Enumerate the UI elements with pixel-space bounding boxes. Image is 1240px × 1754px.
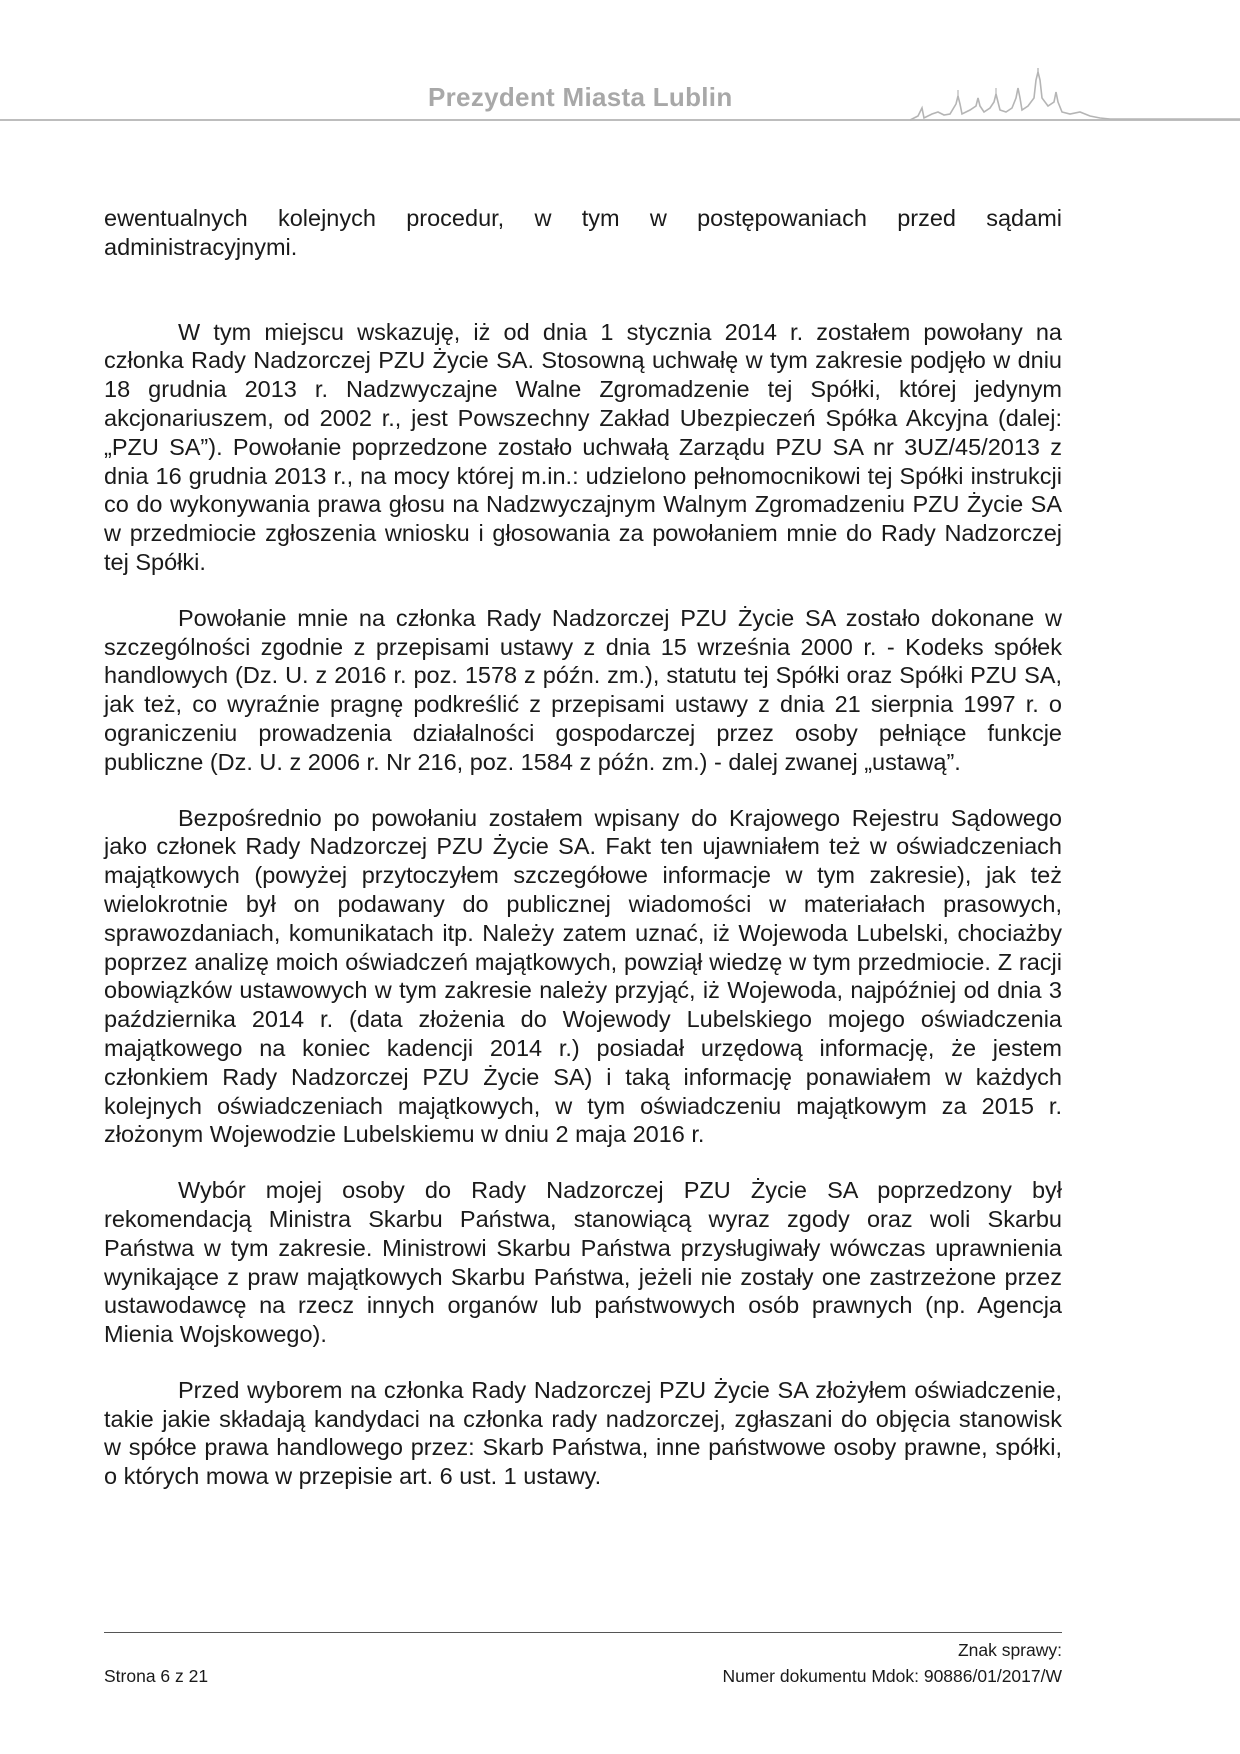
document-number: Numer dokumentu Mdok: 90886/01/2017/W: [722, 1666, 1062, 1686]
body-paragraph: ewentualnych kolejnych procedur, w tym w postępowaniach przed sądami administracyjnymi.: [104, 205, 1062, 260]
body-paragraph: Powołanie mnie na członka Rady Nadzorczej PZU Życie SA zostało dokonane w szczególności zgodnie z przepisami ustawy z dnia 15 września 2000 r. - Kodeks spółek handlowych (Dz. U. z 2016 r. poz. 1578 z późn. zm.), statutu tej Spółki oraz Spółki PZU SA, jak też, co wyraźnie pragnę podkreślić z przepisami ustawy z dnia 21 sierpnia 1997 r. o ograniczeniu prowadzenia działalności gospodarczej przez osoby pełniące funkcje publiczne (Dz. U. z 2006 r. Nr 216, poz. 1584 z późn. zm.) - dalej zwanej „ustawą”.: [104, 604, 1062, 775]
case-sign-label: Znak sprawy:: [957, 1640, 1062, 1660]
page-number: Strona 6 z 21: [104, 1666, 209, 1686]
body-paragraph: Przed wyborem na członka Rady Nadzorczej PZU Życie SA złożyłem oświadczenie, takie jakie składają kandydaci na członka rady nadzorczej, zgłaszani do objęcia stanowisk w spółce prawa handlowego przez: Skarb Państwa, inne państwowe osoby prawne, spółki, o których mowa w przepisie art. 6 ust. 1 ustawy.: [104, 1376, 1062, 1490]
footer-rule: [104, 1632, 1062, 1633]
body-paragraph: W tym miejscu wskazuję, iż od dnia 1 stycznia 2014 r. zostałem powołany na członka Rady Nadzorczej PZU Życie SA. Stosowną uchwałę w tym zakresie podjęło w dniu 18 grudnia 2013 r. Nadzwyczajne Walne Zgromadzenie tej Spółki, której jedynym akcjonariuszem, od 2002 r., jest Powszechny Zakład Ubezpieczeń Spółka Akcyjna (dalej: „PZU SA”). Powołanie poprzedzone zostało uchwałą Zarządu PZU SA nr 3UZ/45/2013 z dnia 16 grudnia 2013 r., na mocy której m.in.: udzielono pełnomocnikowi tej Spółki instrukcji co do wykonywania prawa głosu na Nadzwyczajnym Walnym Zgromadzeniu PZU Życie SA w przedmiocie zgłoszenia wniosku i głosowania za powołaniem mnie do Rady Nadzorczej tej Spółki.: [104, 318, 1062, 575]
body-paragraph: Bezpośrednio po powołaniu zostałem wpisany do Krajowego Rejestru Sądowego jako członek Rady Nadzorczej PZU Życie SA. Fakt ten ujawniałem też w oświadczeniach majątkowych (powyżej przytoczyłem szczegółowe informacje w tym zakresie), jak też wielokrotnie był on podawany do publicznej wiadomości w materiałach prasowych, sprawozdaniach, komunikatach itp. Należy zatem uznać, iż Wojewoda Lubelski, chociażby poprzez analizę moich oświadczeń majątkowych, powziął wiedzę w tym przedmiocie. Z racji obowiązków ustawowych w tym zakresie należy przyjąć, iż Wojewoda, najpóźniej od dnia 3 października 2014 r. (data złożenia do Wojewody Lubelskiego mojego oświadczenia majątkowego na koniec kadencji 2014 r.) posiadał urzędową informację, że jestem członkiem Rady Nadzorczej PZU Życie SA) i taką informację ponawiałem w każdych kolejnych oświadczeniach majątkowych, w tym oświadczeniu majątkowym za 2015 r. złożonym Wojewodzie Lubelskiemu w dniu 2 maja 2016 r.: [104, 804, 1062, 1148]
page-header: [0, 60, 1240, 130]
body-paragraph: Wybór mojej osoby do Rady Nadzorczej PZU Życie SA poprzedzony był rekomendacją Ministra Skarbu Państwa, stanowiącą wyraz zgody oraz woli Skarbu Państwa w tym zakresie. Ministrowi Skarbu Państwa przysługiwały wówczas uprawnienia wynikające z praw majątkowych Skarbu Państwa, jeżeli nie zostały one zastrzeżone przez ustawodawcę na rzecz innych organów lub państwowych osób prawnych (np. Agencja Mienia Wojskowego).: [104, 1177, 1062, 1348]
lublin-skyline-icon: [910, 68, 1240, 124]
header-title: Prezydent Miasta Lublin: [428, 82, 733, 112]
letter-body: [104, 204, 1062, 1491]
